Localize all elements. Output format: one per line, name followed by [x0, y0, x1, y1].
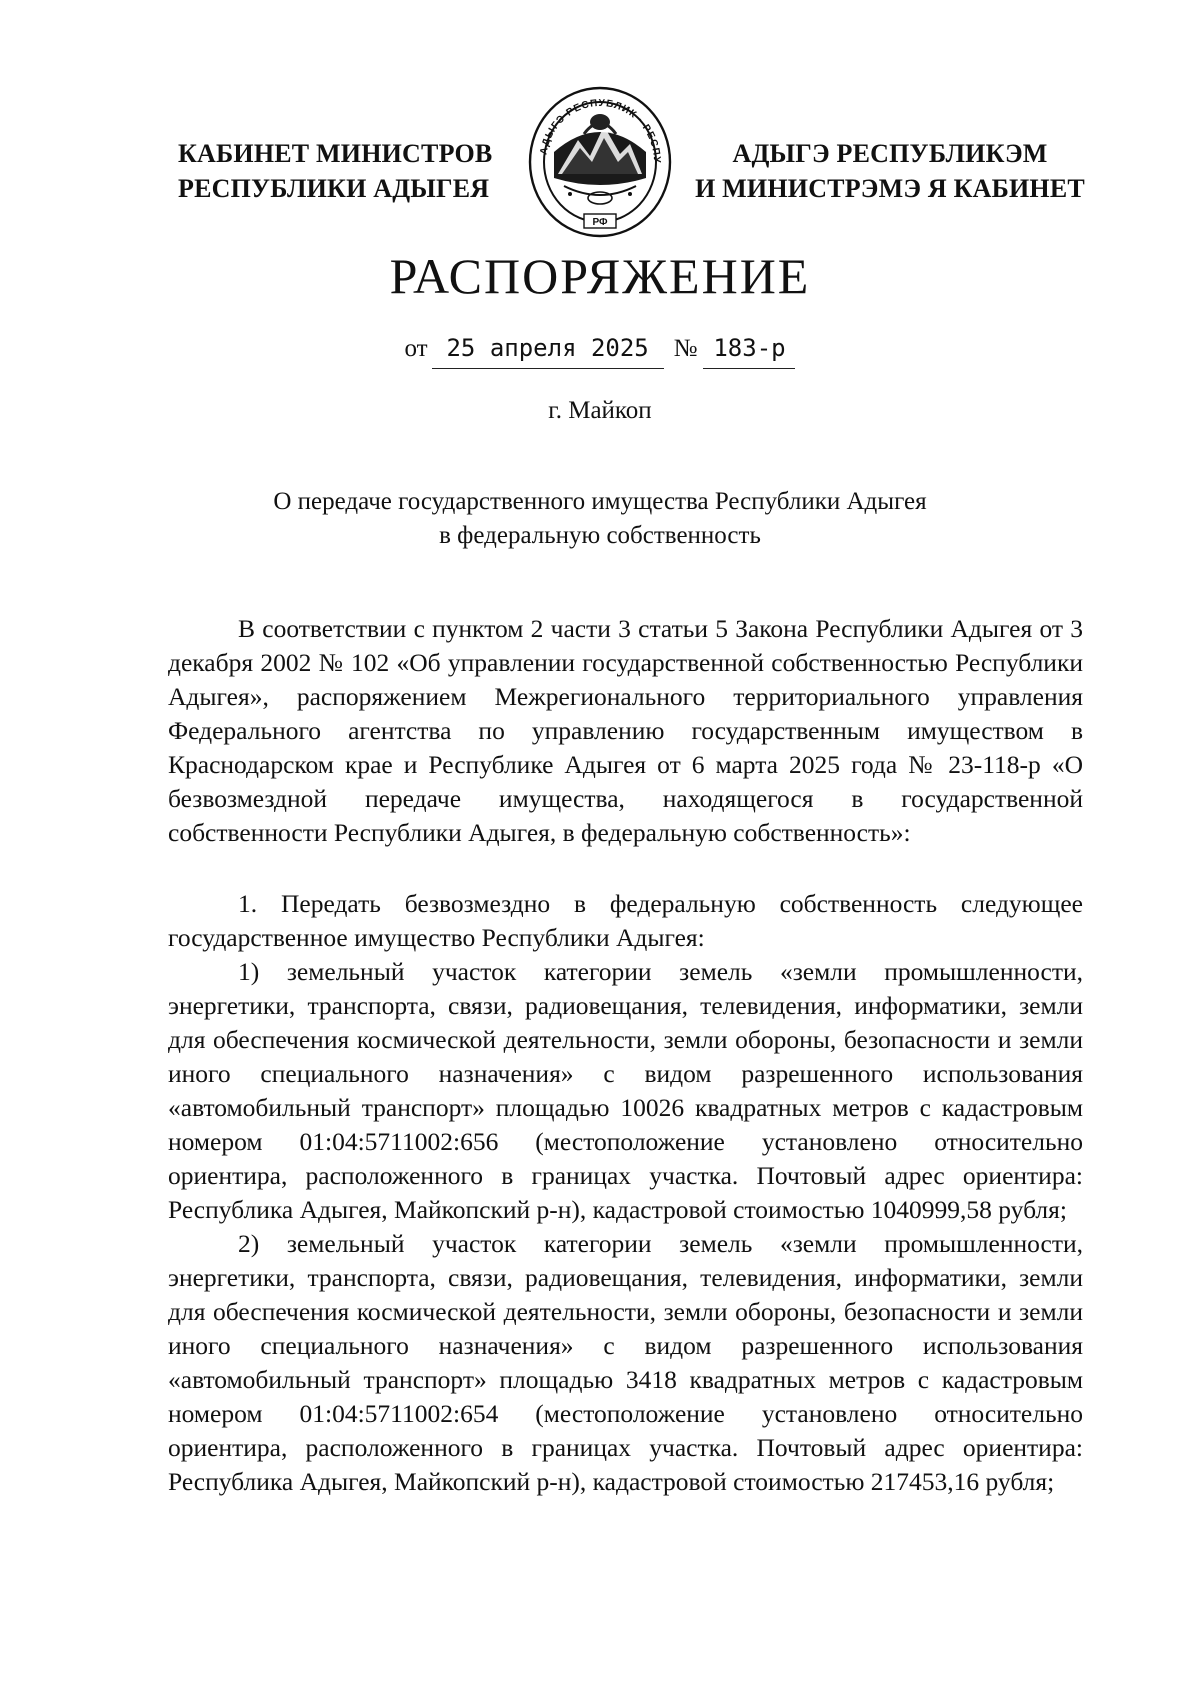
header-authority-adyghe	[680, 136, 1100, 206]
header-authority-russian	[178, 136, 518, 206]
header-left-line-2: РЕСПУБЛИКИ АДЫГЕЯ	[178, 174, 490, 203]
subject-line-1: О передаче государственного имущества Республики Адыгея	[273, 488, 927, 515]
subitem-1-paragraph: 1) земельный участок категории земель «земли промышленности, энергетики, транспорта, связи, радиовещания, телевидения, информатики, земли для обеспечения космической деятельности, земли обороны, безопасности и земли иного специального назначения» с видом разрешенного использования «автомобильный транспорт» площадью 10026 квадратных метров с кадастровым номером 01:04:5711002:656 (местоположение установлено относительно ориентира, расположенного в границах участка. Почтовый адрес ориентира: Республика Адыгея, Майкопский р-н), кадастровой стоимостью 1040999,58 рубля;	[168, 957, 1083, 1224]
adygea-coat-of-arms-icon	[524, 82, 676, 242]
document-date: 25 апреля 2025	[432, 330, 664, 369]
svg-text:АДЫГЭ РЕСПУБЛИК · РЕСПУБЛИКА А: АДЫГЭ РЕСПУБЛИК · РЕСПУ	[538, 97, 663, 164]
emblem-rf-label: РФ	[592, 217, 608, 228]
header-right-line-1: АДЫГЭ РЕСПУБЛИКЭМ	[732, 139, 1048, 168]
date-prefix: от	[404, 335, 428, 362]
date-number-line	[0, 330, 1200, 369]
document-number: 183-р	[703, 330, 795, 369]
header-left-line-1: КАБИНЕТ МИНИСТРОВ	[178, 139, 493, 168]
subject-line-2: в федеральную собственность	[439, 522, 761, 549]
preamble-paragraph: В соответствии с пунктом 2 части 3 статьи 5 Закона Республики Адыгея от 3 декабря 2002 № 102 «Об управлении государственной собственностью Республики Адыгея», распоряжением Межрегионального территориального управления Федерального агентства по управлению государственным имуществом в Краснодарском крае и Республике Адыгея от 6 марта 2025 года № 23-118-р «О безвозмездной передаче имущества, находящегося в государственной собственности Республики Адыгея, в федеральную собственность»:	[168, 614, 1083, 847]
document-subject	[150, 485, 1050, 553]
item-1-paragraph: 1. Передать безвозмездно в федеральную собственность следующее государственное имущество Республики Адыгея:	[168, 889, 1083, 952]
header-right-line-2: И МИНИСТРЭМЭ Я КАБИНЕТ	[695, 174, 1085, 203]
subitem-2-paragraph: 2) земельный участок категории земель «земли промышленности, энергетики, транспорта, связи, радиовещания, телевидения, информатики, земли для обеспечения космической деятельности, земли обороны, безопасности и земли иного специального назначения» с видом разрешенного использования «автомобильный транспорт» площадью 3418 квадратных метров с кадастровым номером 01:04:5711002:654 (местоположение установлено относительно ориентира, расположенного в границах участка. Почтовый адрес ориентира: Республика Адыгея, Майкопский р-н), кадастровой стоимостью 217453,16 рубля;	[168, 1229, 1083, 1496]
issue-city: г. Майкоп	[548, 397, 652, 424]
document-body	[168, 612, 1083, 1499]
number-label: №	[673, 335, 698, 362]
document-title: РАСПОРЯЖЕНИЕ	[389, 248, 811, 304]
